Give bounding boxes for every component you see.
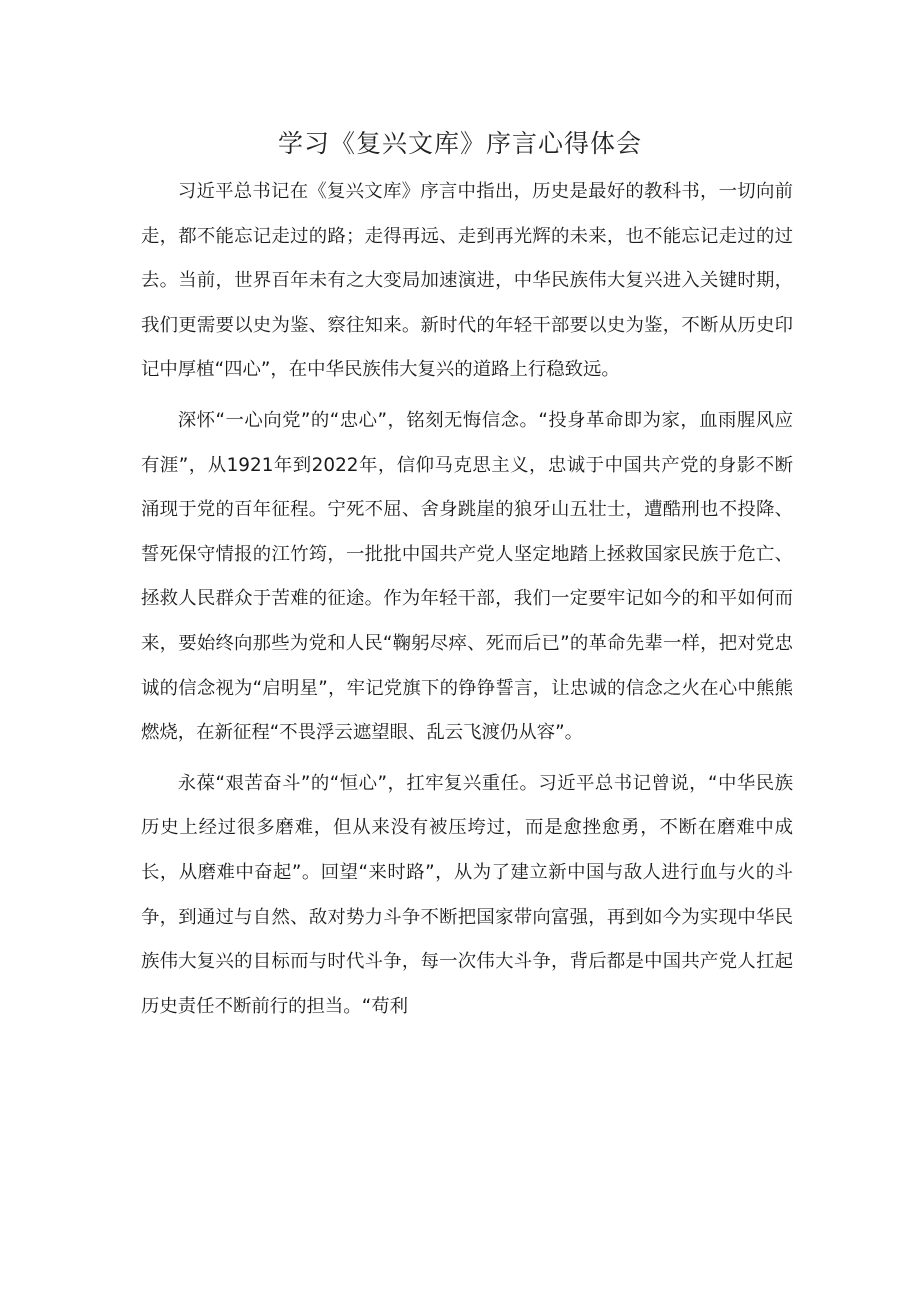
paragraph-2: 深怀“一心向党”的“忠心”，铭刻无悔信念。“投身革命即为家，血雨腥风应有涯”，从1921年到2022年，信仰马克思主义，忠诚于中国共产党的身影不断涌现于党的百年征程。宁死不屈、舍身跳崖的狼牙山五壮士，遭酷刑也不投降、誓死保守情报的江竹筠，一批批中国共产党人坚定地踏上拯救国家民族于危亡、拯救人民群众于苦难的征途。作为年轻干部，我们一定要牢记如今的和平如何而来，要始终向那些为党和人民“鞠躬尽瘁、死而后已”的革命先辈一样，把对党忠诚的信念视为“启明星”，牢记党旗下的铮铮誓言，让忠诚的信念之火在心中熊熊燃烧，在新征程“不畏浮云遮望眼、乱云飞渡仍从容”。 <box>141 409 793 744</box>
document-title: 学习《复兴文库》序言心得体会 <box>277 129 642 158</box>
paragraph-1: 习近平总书记在《复兴文库》序言中指出，历史是最好的教科书，一切向前走，都不能忘记走过的路；走得再远、走到再光辉的未来，也不能忘记走过的过去。当前，世界百年未有之大变局加速演进，中华民族伟大复兴进入关键时期，我们更需要以史为鉴、察往知来。新时代的年轻干部要以史为鉴，不断从历史印记中厚植“四心”，在中华民族伟大复兴的道路上行稳致远。 <box>141 181 793 381</box>
paragraph-3: 永葆“艰苦奋斗”的“恒心”，扛牢复兴重任。习近平总书记曾说，“中华民族历史上经过很多磨难，但从来没有被压垮过，而是愈挫愈勇，不断在磨难中成长，从磨难中奋起”。回望“来时路”，从为了建立新中国与敌人进行血与火的斗争，到通过与自然、敌对势力斗争不断把国家带向富强，再到如今为实现中华民族伟大复兴的目标而与时代斗争，每一次伟大斗争，背后都是中国共产党人扛起历史责任不断前行的担当。“苟利 <box>141 772 793 1017</box>
document-body <box>141 170 793 1035</box>
